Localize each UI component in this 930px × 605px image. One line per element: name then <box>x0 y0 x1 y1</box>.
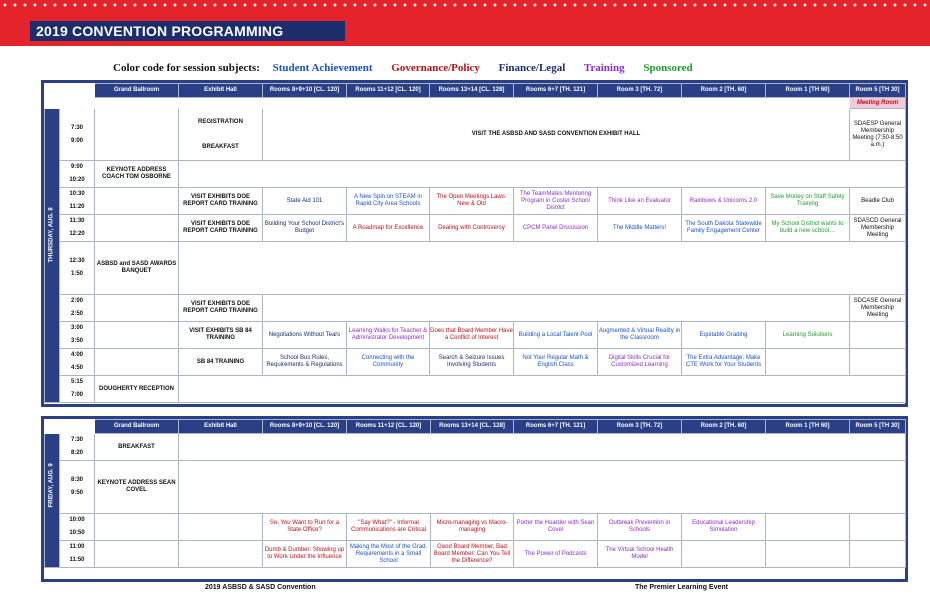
friday-breakfast: BREAKFAST <box>95 434 179 461</box>
empty-cell <box>766 349 850 376</box>
session-sdaesp: SDAESP General Membership Meeting (7:50-8:50 a.m.) <box>850 109 906 161</box>
col-header: Rooms 8+9+10 [CL. 120] <box>263 420 347 434</box>
session: Connecting with the Community <box>347 349 430 376</box>
empty-cell <box>179 376 906 403</box>
legend-student-achievement: Student Achievement <box>272 62 373 74</box>
session: Digital Skills Crucial for Customized Learning <box>598 349 682 376</box>
empty-cell <box>179 434 906 461</box>
session: Outbreak Prevention in Schools <box>598 514 682 541</box>
empty-cell <box>95 541 179 568</box>
time-slot: 10:00 10:50 <box>60 514 95 541</box>
corner-blank <box>60 84 95 98</box>
empty-cell <box>850 514 906 541</box>
session: Good Board Member, Bad Board Member: Can You Tell the Difference? <box>431 541 514 568</box>
col-header: Rooms 11+12 [CL. 120] <box>347 420 431 434</box>
empty-cell <box>263 295 850 322</box>
col-header: Grand Ballroom <box>95 84 179 98</box>
day-label-friday: FRIDAY, AUG. 9 <box>45 434 60 568</box>
empty-cell <box>179 242 906 295</box>
time-slot: 7:30 8:20 <box>60 434 95 461</box>
empty-cell <box>95 514 179 541</box>
empty-cell <box>179 541 263 568</box>
session: SDASCD General Membership Meeting <box>850 215 906 242</box>
visit-exhibits-doe: VISIT EXHIBITS DOE REPORT CARD TRAINING <box>179 215 263 242</box>
session: Learning Walks for Teacher & Administrator Development <box>347 322 430 349</box>
empty-cell <box>95 295 179 322</box>
time-slot: 5:15 7:00 <box>60 376 95 403</box>
col-header: Rooms 11+12 [CL. 120] <box>347 84 430 98</box>
session: The South Dakota Statewide Family Engagement Center <box>682 215 766 242</box>
session: Porter the Hoarder with Sean Covel <box>514 514 598 541</box>
color-legend <box>113 62 709 74</box>
sb84-training: SB 84 TRAINING <box>179 349 263 376</box>
time-slot: 8:30 9:50 <box>60 461 95 514</box>
day-label-thursday: THURSDAY, AUG. 8 <box>45 109 60 403</box>
session: Building Your School District's Budget <box>263 215 347 242</box>
corner-blank <box>45 84 60 98</box>
corner-blank <box>45 420 60 434</box>
col-header: Room 3 [TH. 72] <box>598 84 682 98</box>
session: The Extra Advantage: Make CTE Work for Your Students <box>682 349 766 376</box>
session: Augmented & Virtual Reality in the Classroom <box>598 322 682 349</box>
page-title: 2019 CONVENTION PROGRAMMING SCHEDULE <box>30 21 345 41</box>
col-header: Exhibit Hall <box>179 84 263 98</box>
corner-blank <box>60 420 95 434</box>
awards-banquet: ASBSD and SASD AWARDS BANQUET <box>95 242 179 295</box>
spacer <box>45 98 850 109</box>
col-header: Exhibit Hall <box>179 420 263 434</box>
empty-cell <box>95 188 179 215</box>
col-header: Rooms 13+14 [CL. 128] <box>431 420 514 434</box>
time-slot: 7:30 9:00 <box>60 109 95 161</box>
empty-cell <box>95 109 179 161</box>
session: Not Your Regular Math & English Class <box>514 349 598 376</box>
session: Negotiations Without Tears <box>263 322 347 349</box>
empty-cell <box>179 514 263 541</box>
session: Beadle Club <box>850 188 906 215</box>
session: Educational Leadership Simulation <box>682 514 766 541</box>
col-header: Rooms 13+14 [CL. 128] <box>430 84 514 98</box>
empty-cell <box>682 541 766 568</box>
session-sdcase: SDCASE General Membership Meeting <box>850 295 906 322</box>
time-slot: 9:00 10:20 <box>60 161 95 188</box>
visit-exhibits-doe: VISIT EXHIBITS DOE REPORT CARD TRAINING <box>179 295 263 322</box>
time-slot: 11:00 11:50 <box>60 541 95 568</box>
col-header: Room 5 [TH 30] <box>850 420 906 434</box>
empty-cell <box>766 514 850 541</box>
session: Search & Seizure Issues Involving Students <box>430 349 514 376</box>
thursday-schedule <box>44 83 906 403</box>
empty-cell <box>766 541 850 568</box>
col-header: Room 1 [TH 60] <box>766 420 850 434</box>
session: A New Spin on STEAM in Rapid City Area Schools <box>347 188 430 215</box>
visit-exhibits-doe: VISIT EXHIBITS DOE REPORT CARD TRAINING <box>179 188 263 215</box>
session: The Middle Matters! <box>598 215 682 242</box>
time-slot: 10:30 11:20 <box>60 188 95 215</box>
session: Rainbows & Unicorns 2.0 <box>682 188 766 215</box>
session: So, You Want to Run for a State Office? <box>263 514 347 541</box>
footer-left: 2019 ASBSD & SASD Convention <box>205 584 316 591</box>
empty-cell <box>95 215 179 242</box>
session: Equitable Grading <box>682 322 766 349</box>
session: "Say What?" - Informal Communications are Critical <box>347 514 431 541</box>
empty-cell <box>179 161 906 188</box>
session: Dumb & Dumber: Showing up to Work Under the Influence <box>263 541 347 568</box>
legend-governance-policy: Governance/Policy <box>391 62 480 74</box>
empty-cell <box>95 322 179 349</box>
session: Save Money on Staff Safety Training <box>766 188 850 215</box>
visit-exhibits-sb84: VISIT EXHIBITS SB 84 TRAINING <box>179 322 263 349</box>
time-slot: 3:00 3:50 <box>60 322 95 349</box>
empty-cell <box>850 541 906 568</box>
col-header: Room 2 [TH. 60] <box>682 84 766 98</box>
col-header: Rooms 6+7 [TH. 121] <box>514 84 598 98</box>
time-slot: 2:00 2:50 <box>60 295 95 322</box>
friday-schedule <box>44 419 906 568</box>
session: Learning Solutions <box>766 322 850 349</box>
col-header: Grand Ballroom <box>95 420 179 434</box>
keynote-covel: KEYNOTE ADDRESS SEAN COVEL <box>95 461 179 514</box>
empty-cell <box>95 349 179 376</box>
keynote-osborne: KEYNOTE ADDRESS COACH TOM OSBORNE <box>95 161 179 188</box>
session: Does that Board Member Have a Conflict of Interest <box>430 322 514 349</box>
time-slot: 12:30 1:50 <box>60 242 95 295</box>
session: The Open Meetings Laws: New & Old <box>430 188 514 215</box>
empty-cell <box>179 461 906 514</box>
title-banner <box>0 0 930 59</box>
col-header: Rooms 6+7 [TH. 121] <box>514 420 598 434</box>
session: Building a Local Talent Pool <box>514 322 598 349</box>
session: Think Like an Evaluator <box>598 188 682 215</box>
col-header: Rooms 8+9+10 [CL. 120] <box>263 84 347 98</box>
legend-finance-legal: Finance/Legal <box>498 62 566 74</box>
meeting-room-label: Meeting Room <box>850 98 906 109</box>
session: CPCM Panel Discussion <box>514 215 598 242</box>
session: A Roadmap for Excellence <box>347 215 430 242</box>
exhibit-hall-visit: VISIT THE ASBSD AND SASD CONVENTION EXHIBIT HALL <box>263 109 850 161</box>
empty-cell <box>850 322 906 349</box>
legend-training: Training <box>583 62 625 74</box>
time-slot: 11:30 12:20 <box>60 215 95 242</box>
registration-breakfast: REGISTRATION BREAKFAST <box>179 109 263 161</box>
col-header: Room 3 [TH. 72] <box>598 420 682 434</box>
empty-cell <box>850 349 906 376</box>
session: The Virtual School Health Model <box>598 541 682 568</box>
banner-dots <box>0 2 930 8</box>
footer-right: The Premier Learning Event <box>635 584 728 591</box>
session: Making the Most of the Grad. Requirements in a Small School <box>347 541 431 568</box>
session: State Aid 101 <box>263 188 347 215</box>
session: Dealing with Controversy <box>430 215 514 242</box>
col-header: Room 2 [TH. 60] <box>682 420 766 434</box>
session: The TeamMates Mentoring Program in Custer School District <box>514 188 598 215</box>
session: My School District wants to build a new school… <box>766 215 850 242</box>
session: School Bus Rules, Requirements & Regulations <box>263 349 347 376</box>
dougherty-reception: DOUGHERTY RECEPTION <box>95 376 179 403</box>
col-header: Room 1 [TH 60] <box>766 84 850 98</box>
time-slot: 4:00 4:50 <box>60 349 95 376</box>
legend-label: Color code for session subjects: <box>113 62 260 74</box>
session: The Power of Podcasts <box>514 541 598 568</box>
col-header: Room 5 [TH 30] <box>850 84 906 98</box>
session: Micro-managing vs Macro-managing <box>431 514 514 541</box>
legend-sponsored: Sponsored <box>643 62 693 74</box>
